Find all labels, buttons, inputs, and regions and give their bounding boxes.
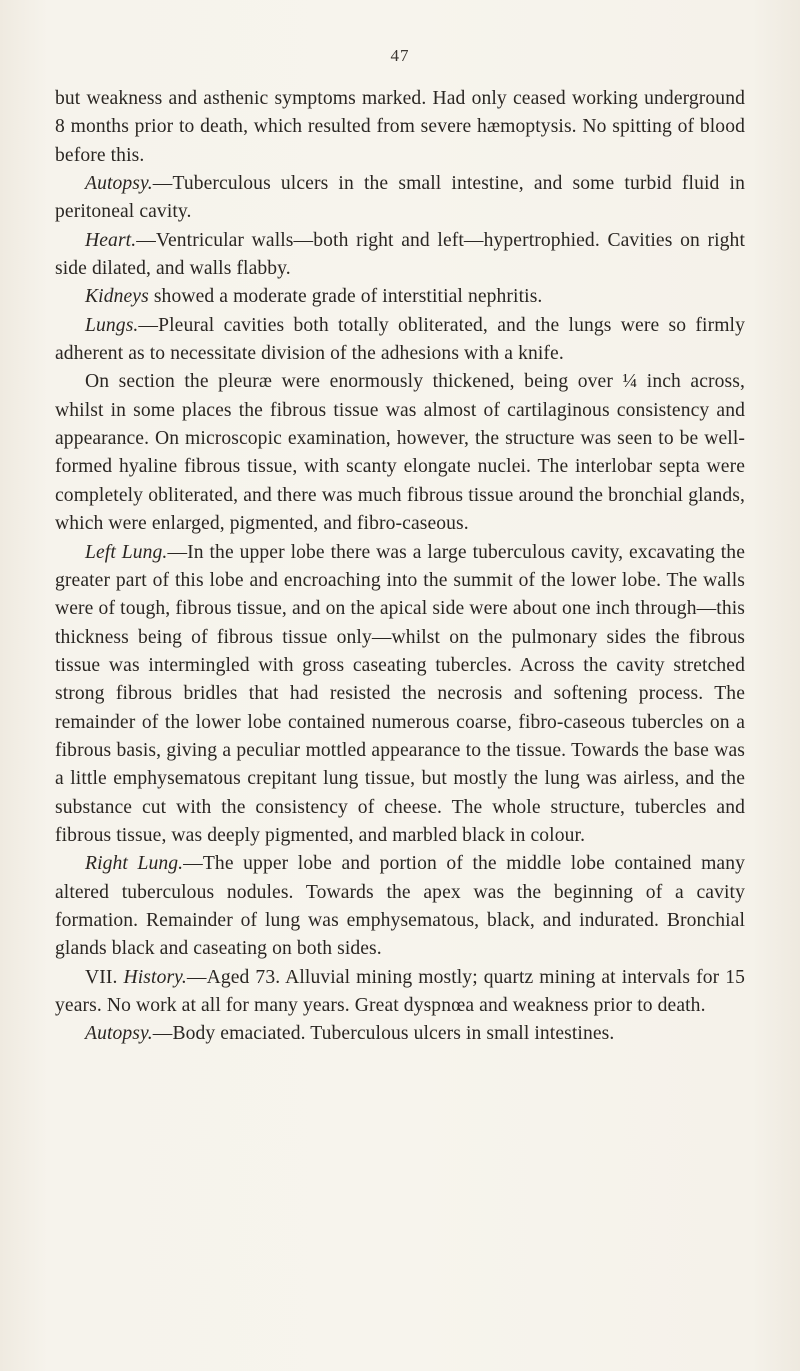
section-heading: Right Lung. — [85, 853, 184, 875]
paragraph-section — [55, 368, 745, 538]
paragraph-text: —Ventricular walls—both right and left—hypertrophied. Cavities on right side dilated, and walls flabby. — [55, 229, 745, 280]
paragraph-autopsy — [55, 170, 745, 227]
paragraph-text: —The upper lobe and portion of the middle lobe contained many altered tuberculous nodules. Towards the apex was the beginning of a cavity formation. Remainder of lung was emphysematous, black, and indurated. Bronchial glands black and caseating on both sides. — [55, 853, 745, 960]
paragraph-kidneys — [55, 283, 745, 311]
paragraph-text: On section the pleuræ were enormously thickened, being over ¼ inch across, whilst in some places the fibrous tissue was almost of cartilaginous consistency and appearance. On microscopic examination, however, the structure was seen to be well-formed hyaline fibrous tissue, with scanty elongate nuclei. The interlobar septa were completely obliterated, and there was much fibrous tissue around the bronchial glands, which were enlarged, pigmented, and fibro-caseous. — [55, 371, 745, 535]
paragraph-right-lung — [55, 850, 745, 963]
paragraph-heart — [55, 227, 745, 284]
paragraph-left-lung — [55, 539, 745, 851]
section-heading: Heart. — [85, 229, 137, 251]
paragraph-text: —Pleural cavities both totally obliterated, and the lungs were so firmly adherent as to necessitate division of the adhesions with a knife. — [55, 314, 745, 365]
section-heading: Lungs. — [85, 314, 139, 336]
paragraph-continuation — [55, 85, 745, 170]
section-heading: Left Lung. — [85, 541, 168, 563]
section-heading: History. — [123, 966, 187, 988]
paragraph-autopsy-vii — [55, 1020, 745, 1048]
section-heading: Autopsy. — [85, 1023, 153, 1045]
paragraph-case-vii — [55, 964, 745, 1021]
paragraph-text: —Tuberculous ulcers in the small intestine, and some turbid fluid in peritoneal cavity. — [55, 173, 745, 223]
case-number: VII. — [85, 966, 124, 988]
paragraph-text: but weakness and asthenic symptoms marked. Had only ceased working underground 8 months prior to death, which resulted from severe hæmoptysis. No spitting of blood before this. — [55, 88, 745, 166]
body-text — [55, 85, 745, 1049]
paragraph-text: —In the upper lobe there was a large tuberculous cavity, excavating the greater part of this lobe and encroaching into the summit of the lower lobe. The walls were of tough, fibrous tissue, and on the apical side were about one inch through—this thickness being of fibrous tissue only—whilst on the pulmonary sides the fibrous tissue was intermingled with gross caseating tubercles. Across the cavity stretched strong fibrous bridles that had resisted the necrosis and softening process. The remainder of the lower lobe contained numerous coarse, fibro-caseous tubercles on a fibrous basis, giving a peculiar mottled appearance to the tissue. Towards the base was a little emphysematous crepitant lung tissue, but mostly the lung was airless, and the substance cut with the consistency of cheese. The whole structure, tubercles and fibrous tissue, was deeply pigmented, and marbled black in colour. — [55, 541, 745, 846]
paragraph-lungs — [55, 312, 745, 369]
section-heading: Kidneys — [85, 286, 149, 308]
paragraph-text: —Aged 73. Alluvial mining mostly; quartz mining at intervals for 15 years. No work at all for many years. Great dyspnœa and weakness prior to death. — [55, 966, 745, 1016]
page-number: 47 — [390, 46, 410, 65]
section-heading: Autopsy. — [85, 173, 153, 195]
paragraph-text: —Body emaciated. Tuberculous ulcers in small intestines. — [152, 1023, 615, 1045]
paragraph-text: showed a moderate grade of interstitial nephritis. — [148, 286, 543, 308]
